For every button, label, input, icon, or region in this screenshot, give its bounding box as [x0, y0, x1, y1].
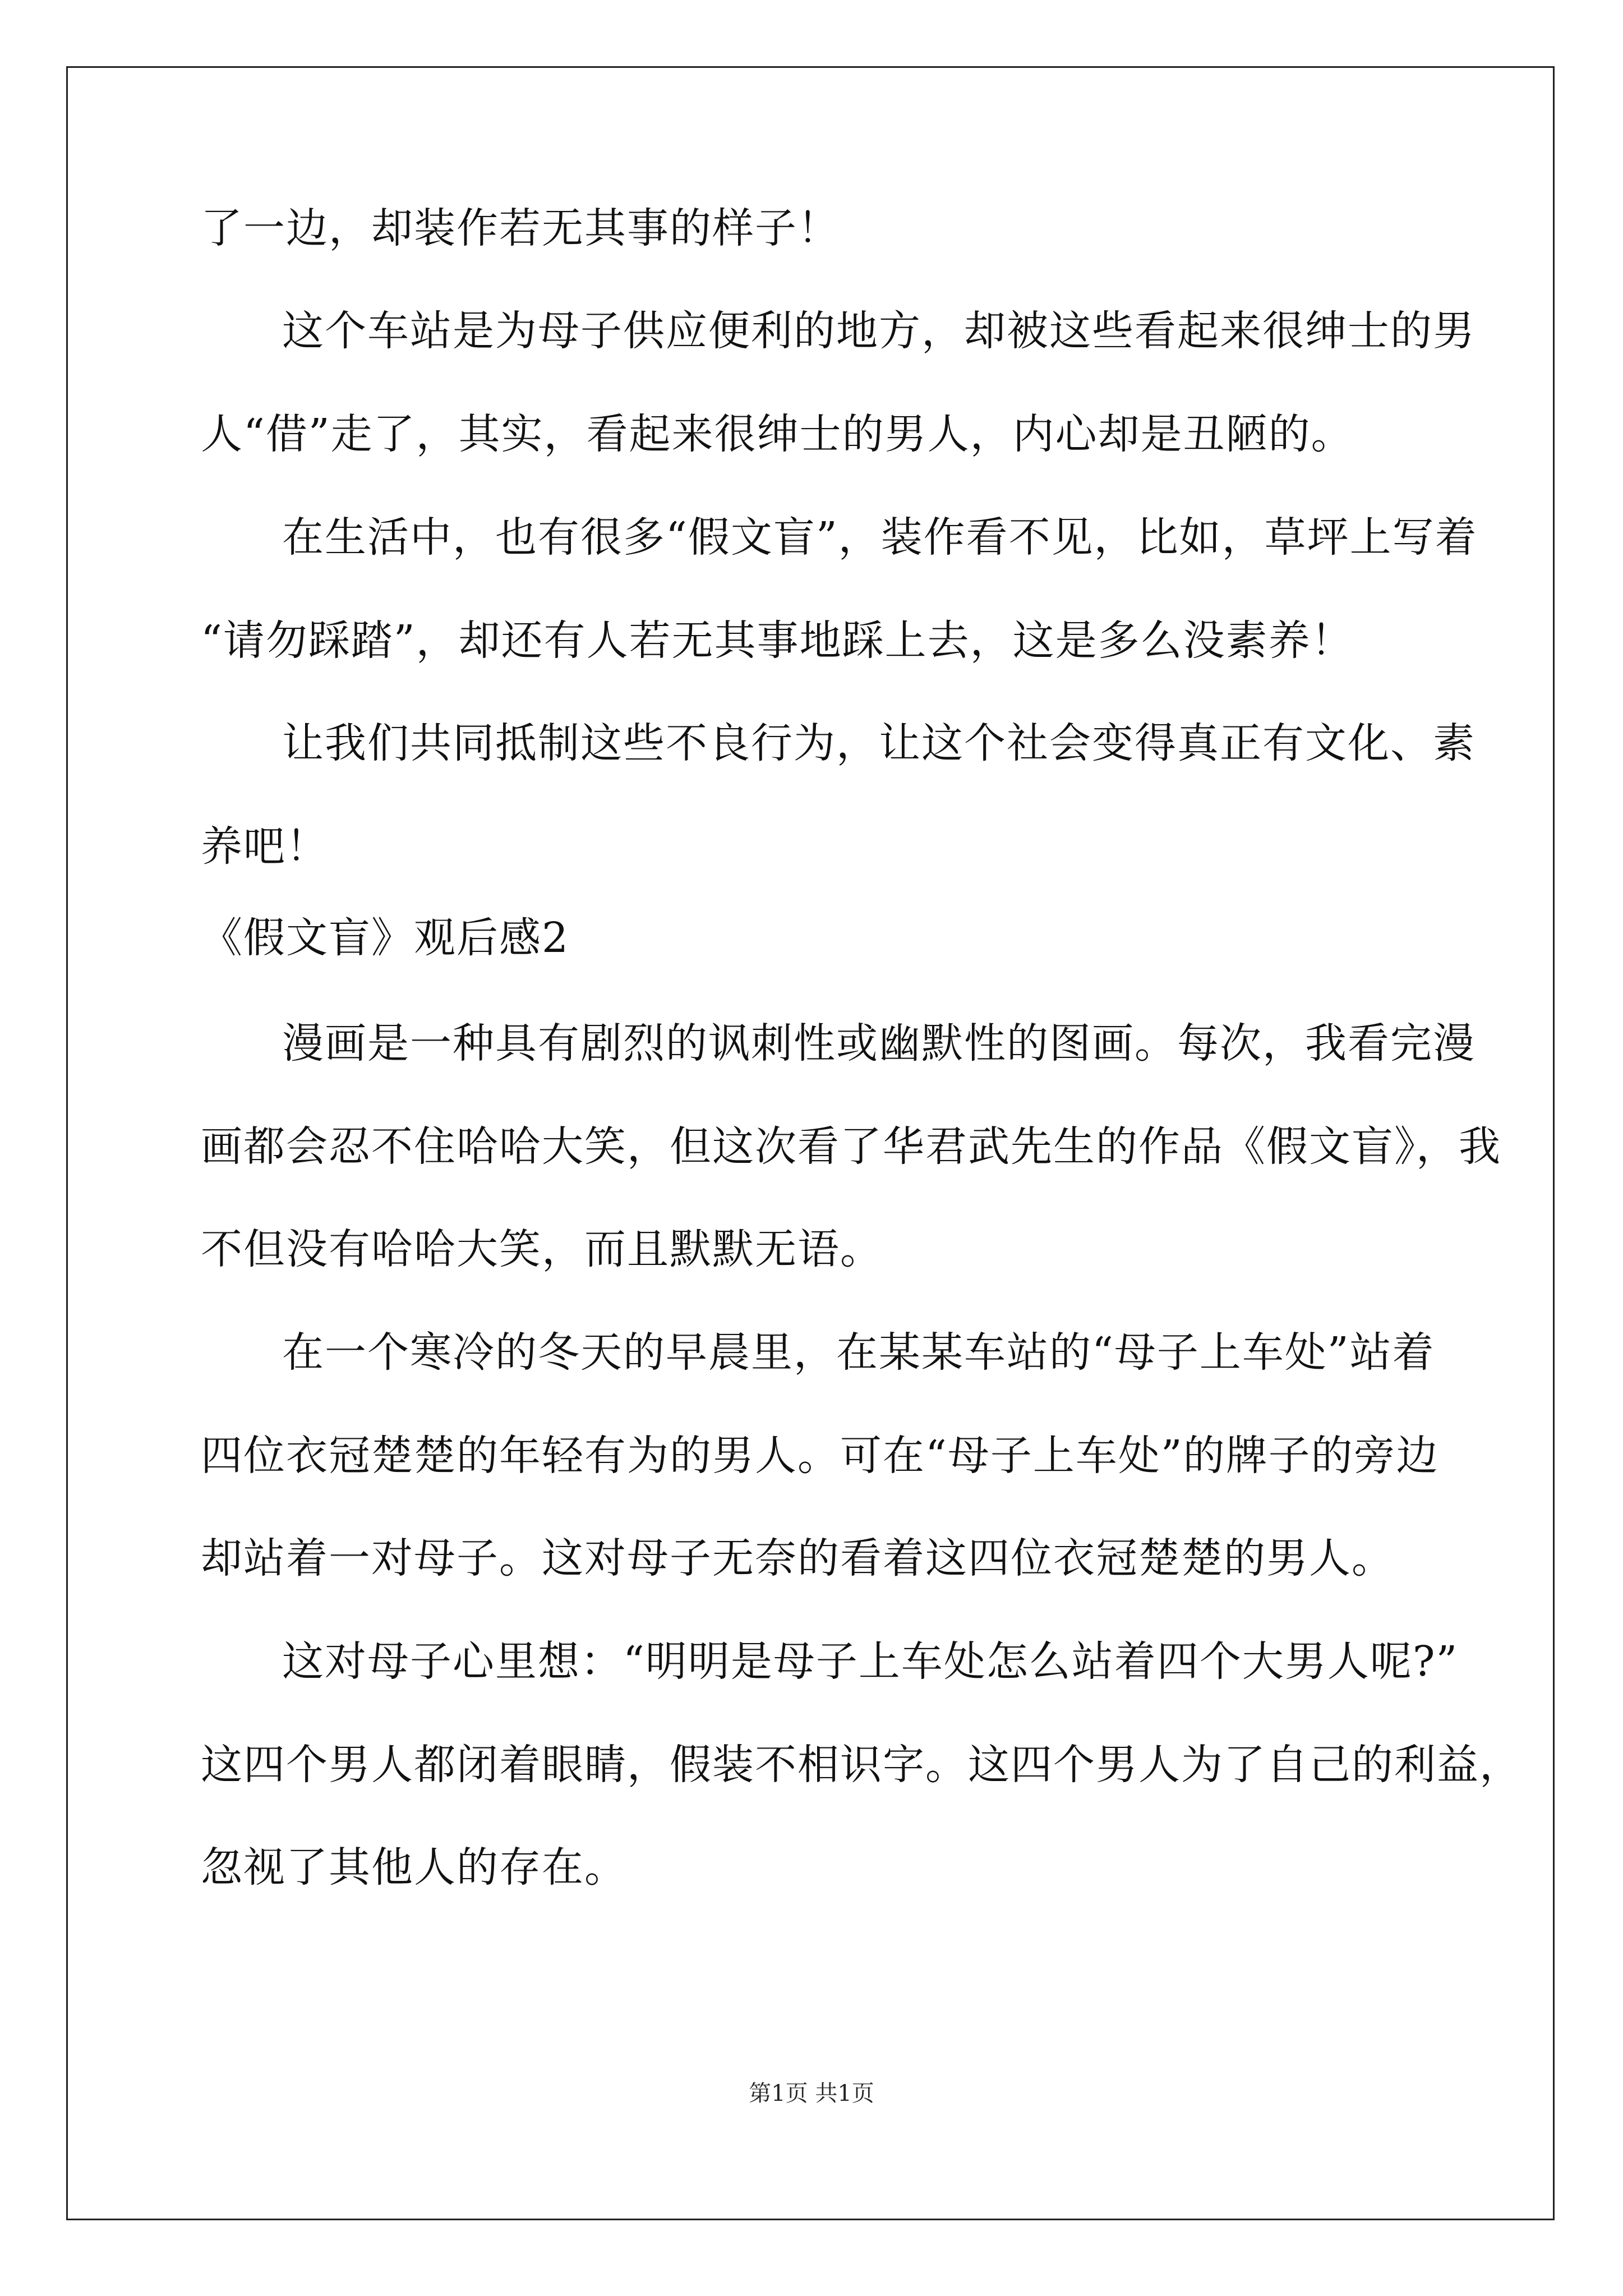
text-line: 了一边，却装作若无其事的样子！	[201, 204, 840, 252]
text-line: 养吧！	[201, 822, 329, 871]
text-line: “请勿踩踏”，却还有人若无其事地踩上去，这是多么没素养！	[201, 616, 1354, 665]
text-line: 四位衣冠楚楚的年轻有为的男人。可在“母子上车处”的牌子的旁边	[201, 1432, 1439, 1480]
text-line: 忽视了其他人的存在。	[201, 1843, 627, 1892]
text-line: 不但没有哈哈大笑，而且默默无语。	[201, 1225, 883, 1273]
text-line: 却站着一对母子。这对母子无奈的看着这四位衣冠楚楚的男人。	[201, 1534, 1394, 1582]
text-line: 在生活中，也有很多“假文盲”，装作看不见，比如，草坪上写着	[282, 513, 1478, 562]
text-line: 这个车站是为母子供应便利的地方，却被这些看起来很绅士的男	[282, 307, 1476, 355]
text-line: 画都会忍不住哈哈大笑，但这次看了华君武先生的作品《假文盲》，我	[201, 1122, 1501, 1171]
text-line: 让我们共同抵制这些不良行为，让这个社会变得真正有文化、素	[282, 719, 1476, 767]
document-body	[201, 204, 1522, 1892]
text-line: 这四个男人都闭着眼睛，假装不相识字。这四个男人为了自己的利益，	[201, 1741, 1522, 1789]
section-heading: 《假文盲》观后感2	[201, 914, 570, 962]
text-line: 在一个寒冷的冬天的早晨里，在某某车站的“母子上车处”站着	[282, 1328, 1435, 1377]
page-footer: 第1页 共1页	[749, 2081, 874, 2106]
text-line: 这对母子心里想：“明明是母子上车处怎么站着四个大男人呢?”	[282, 1637, 1459, 1686]
text-line: 漫画是一种具有剧烈的讽刺性或幽默性的图画。每次，我看完漫	[282, 1019, 1476, 1068]
text-line: 人“借”走了，其实，看起来很绅士的男人，内心却是丑陋的。	[201, 410, 1354, 458]
